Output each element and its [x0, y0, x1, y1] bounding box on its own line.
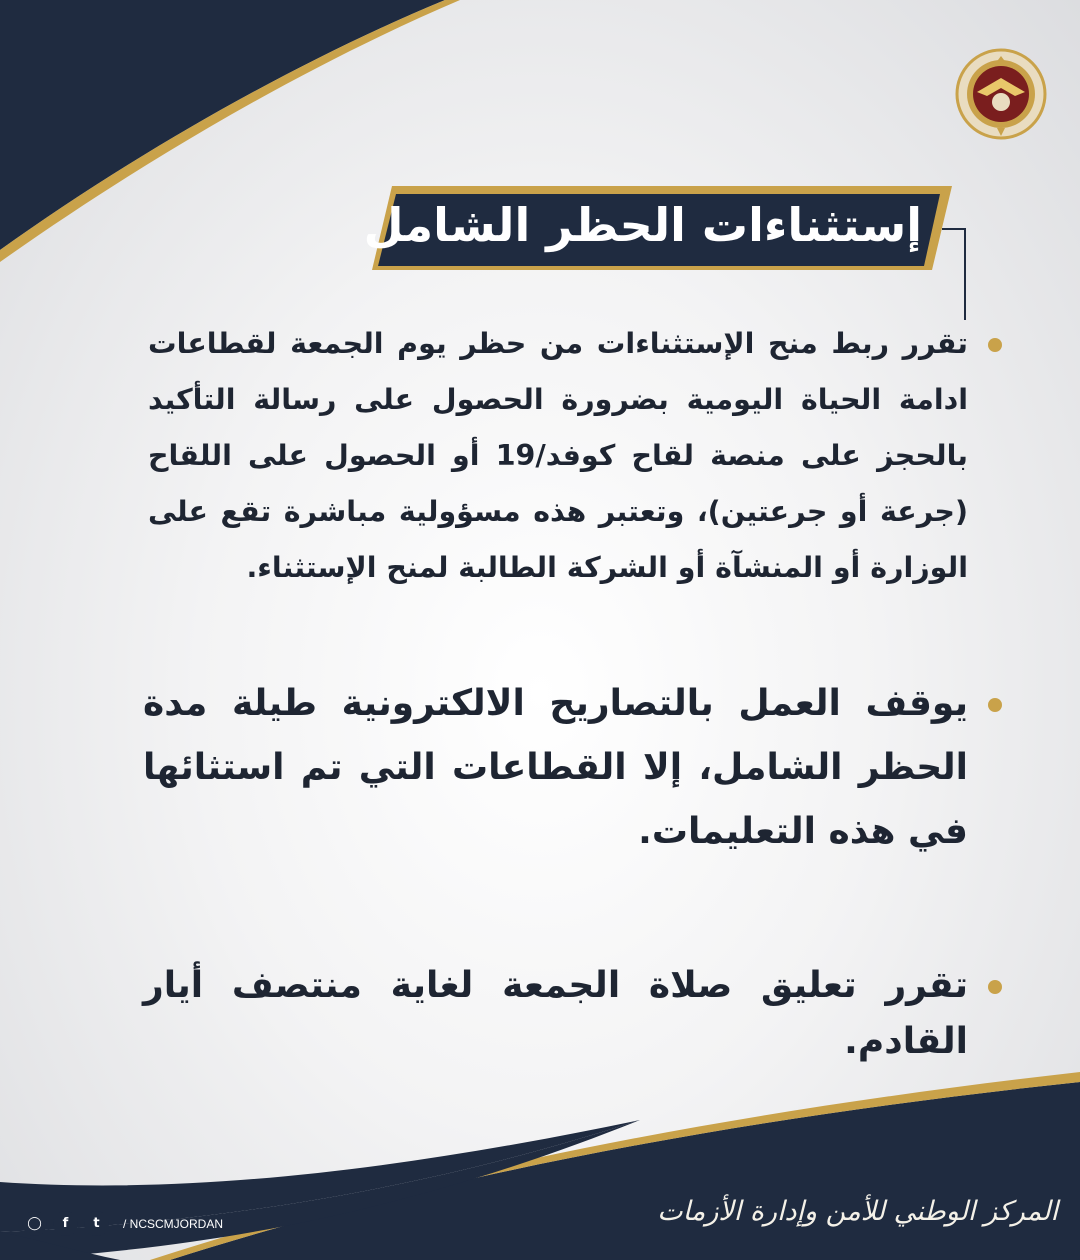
facebook-icon[interactable]: f [53, 1211, 78, 1236]
title-banner [363, 186, 952, 270]
twitter-icon[interactable]: t [84, 1211, 109, 1236]
instagram-icon[interactable]: ◯ [22, 1211, 47, 1236]
bullet-item-permits [143, 672, 968, 864]
title-bracket-line [942, 228, 966, 320]
org-name-signature: المركز الوطني للأمن وإدارة الأزمات [657, 1196, 1058, 1227]
bullet-text: تقرر ربط منح الإستثناءات من حظر يوم الجمعة لقطاعات ادامة الحياة اليومية بضرورة الحصول على رسالة التأكيد بالحجز على منصة لقاح كوفد/19 أو الحصول على اللقاح (جرعة أو جرعتين)، وتعتبر هذه مسؤولية مباشرة تقع على الوزارة أو المنشآة أو الشركة الطالبة لمنح الإستثناء. [148, 327, 968, 584]
bullet-dot-icon [988, 980, 1002, 994]
bullet-dot-icon [988, 698, 1002, 712]
bullet-text: تقرر تعليق صلاة الجمعة لغاية منتصف أيار القادم. [143, 965, 968, 1062]
social-links [22, 1211, 223, 1236]
bullet-dot-icon [988, 338, 1002, 352]
bullet-item-friday-prayer [143, 958, 968, 1070]
jordan-crest-emblem [955, 48, 1047, 140]
social-handle: / NCSCMJORDAN [123, 1216, 224, 1231]
bullet-text: يوقف العمل بالتصاريح الالكترونية طيلة مدة الحظر الشامل، إلا القطاعات التي تم استثائها في هذه التعليمات. [143, 683, 968, 852]
page-title: إستثناءات الحظر الشامل [363, 198, 922, 252]
bullet-item-exemptions [148, 316, 968, 596]
